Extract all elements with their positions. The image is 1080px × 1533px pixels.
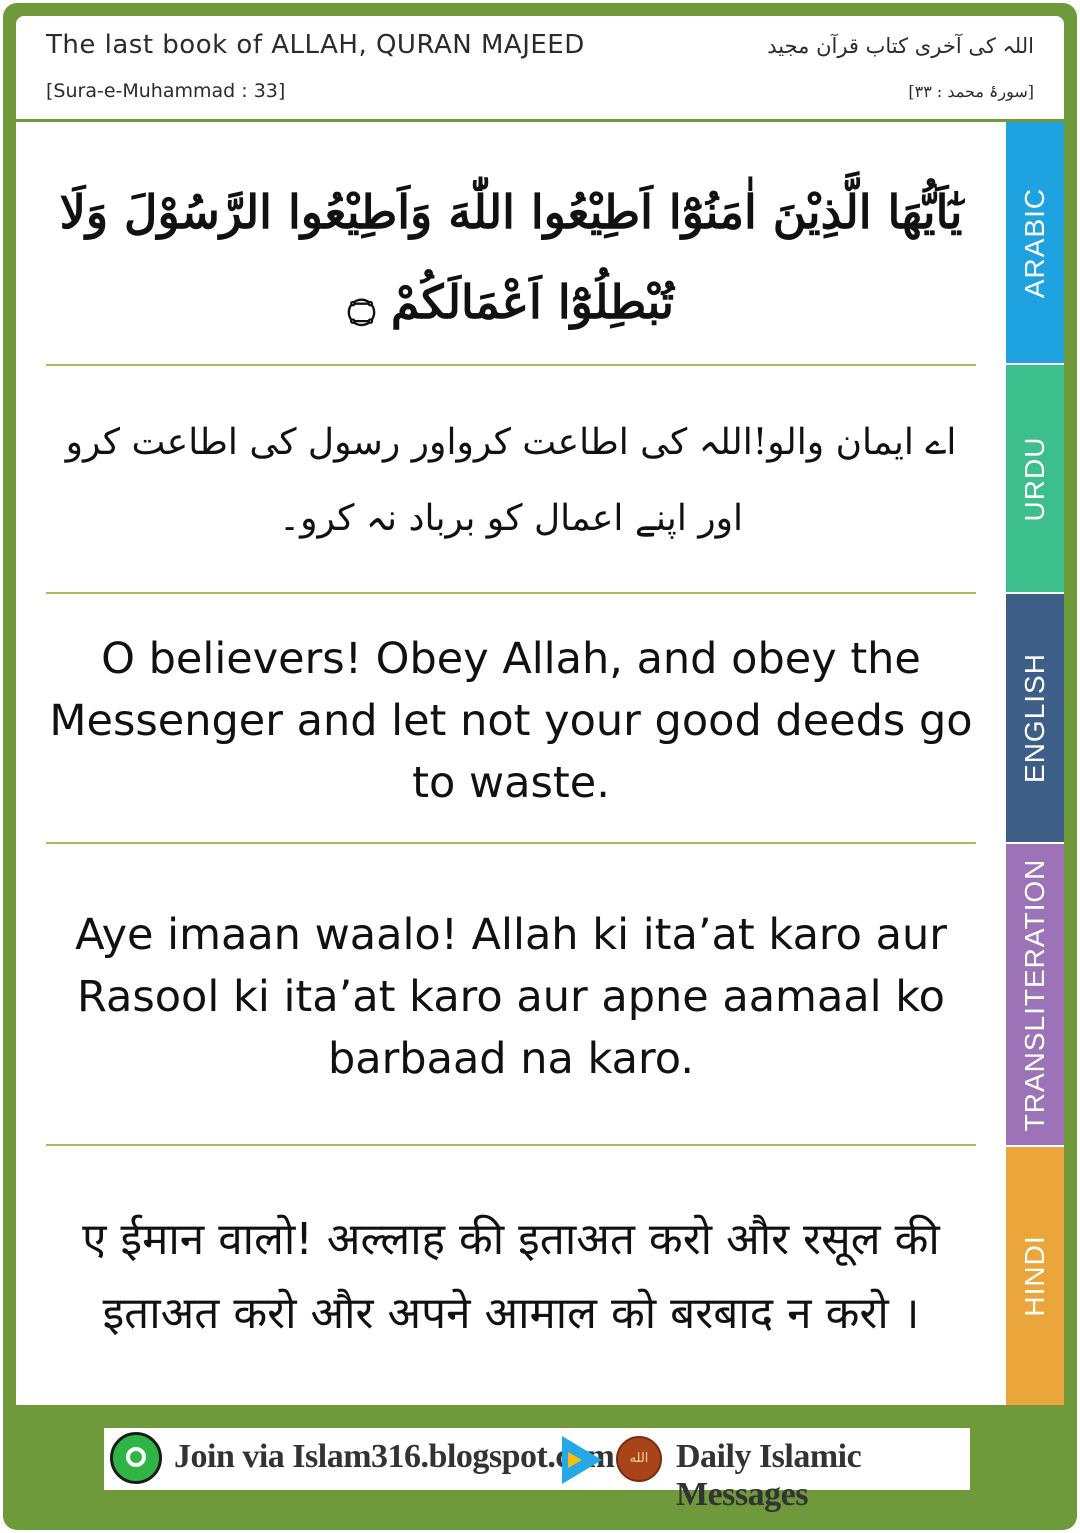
footer-join-link[interactable]: Join via Islam316.blogspot.com bbox=[174, 1438, 615, 1475]
footer-banner[interactable] bbox=[104, 1428, 970, 1513]
verse-card bbox=[16, 122, 1006, 1405]
header-title-urdu: اللہ کی آخری کتاب قرآن مجید bbox=[767, 34, 1034, 58]
english-translation: O believers! Obey Allah, and obey the Messenger and let not your good deeds go to waste. bbox=[49, 634, 973, 808]
divider bbox=[46, 364, 976, 366]
tab-hindi-label: HINDI bbox=[1019, 1235, 1050, 1317]
divider bbox=[46, 592, 976, 594]
footer-app-name[interactable]: Daily Islamic Messages bbox=[676, 1438, 862, 1513]
divider bbox=[46, 1144, 976, 1146]
tab-urdu-label: URDU bbox=[1019, 436, 1050, 521]
tab-hindi bbox=[1006, 1147, 1064, 1405]
whatsapp-icon[interactable] bbox=[110, 1432, 162, 1484]
arabic-verse: يٰٓاَيُّهَا الَّذِيْنَ اٰمَنُوْٓا اَطِيْعُوا اللّٰهَ وَاَطِيْعُوا الرَّسُوْلَ وَلَا تُبْطِلُوْٓا اَعْمَالَكُمْ ۝ bbox=[59, 185, 963, 329]
divider bbox=[46, 842, 976, 844]
header bbox=[16, 16, 1064, 119]
allah-emblem-icon: الله bbox=[616, 1436, 662, 1482]
transliteration-text: Aye imaan waalo! Allah ki ita’at karo aur Rasool ki ita’at karo aur apne aamaal ko barbaad na karo. bbox=[75, 910, 947, 1084]
hindi-translation: ए ईमान वालो! अल्लाह की इताअत करो और रसूल की इताअत करो और अपने आमाल को बरबाद न करो । bbox=[82, 1214, 940, 1339]
tab-urdu bbox=[1006, 365, 1064, 594]
header-reference-english: [Sura-e-Muhammad : 33] bbox=[46, 80, 286, 102]
urdu-translation: اے ایمان والو!اللہ کی اطاعت کرواور رسول کی اطاعت کرو اور اپنے اعمال کو برباد نہ کرو۔ bbox=[65, 422, 957, 539]
tab-arabic-label: ARABIC bbox=[1019, 187, 1050, 298]
tab-transliteration-label: TRANSLITERATION bbox=[1019, 858, 1050, 1131]
google-play-icon[interactable] bbox=[562, 1436, 602, 1484]
tab-transliteration bbox=[1006, 844, 1064, 1147]
header-reference-urdu: [سورۂ محمد : ۳۳] bbox=[908, 82, 1034, 101]
tab-english bbox=[1006, 594, 1064, 844]
header-title-english: The last book of ALLAH, QURAN MAJEED bbox=[46, 30, 585, 60]
language-tabs bbox=[1006, 122, 1064, 1405]
tab-english-label: ENGLISH bbox=[1019, 653, 1050, 783]
tab-arabic bbox=[1006, 122, 1064, 365]
